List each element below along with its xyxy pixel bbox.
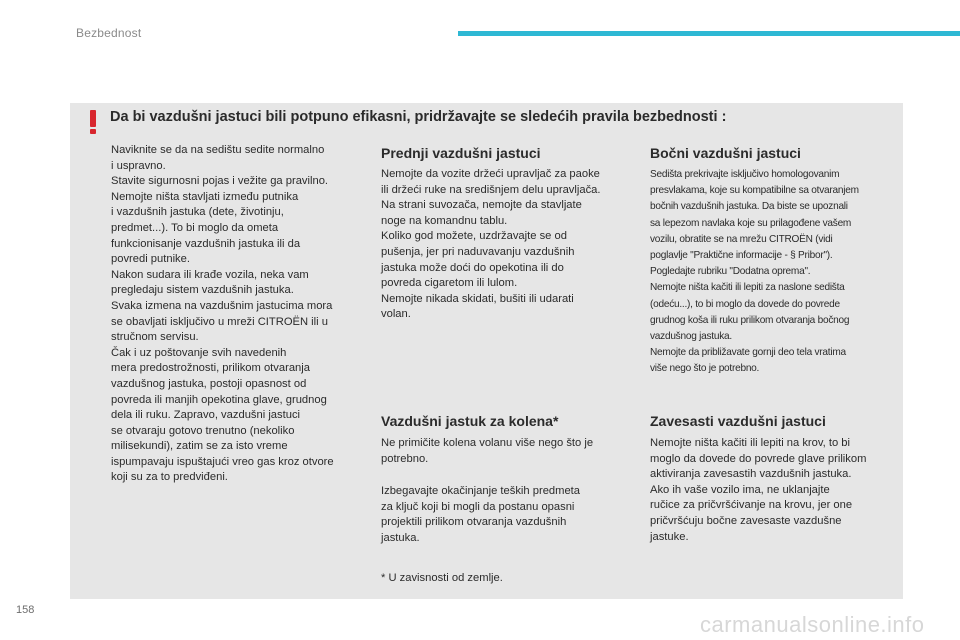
text-line: jastuka može doći do opekotina ili do: [381, 261, 564, 274]
section-label: Bezbednost: [76, 26, 142, 40]
text-line: Nemojte ništa kačiti ili lepiti na krov, to bi: [650, 437, 851, 449]
text-line: Svaka izmena na vazdušnim jastucima mora: [111, 299, 333, 312]
text-line: aktiviranja zavesastih vazdušnih jastuka.: [650, 468, 852, 481]
text-line: Sedišta prekrivajte isključivo homologovanim: [650, 169, 840, 180]
text-line: pričvršćuju bočne zavesaste vazdušne: [650, 514, 842, 527]
text-line: povreda cigaretom ili lulom.: [381, 277, 518, 290]
left-column: [111, 143, 373, 486]
text-line: Nemojte da vozite držeći upravljač za paoke: [381, 168, 600, 180]
text-line: Stavite sigurnosni pojas i vežite ga pravilno.: [111, 175, 329, 188]
text-line: Pogledajte rubriku "Dodatna oprema".: [650, 266, 811, 278]
side-airbags-heading: Bočni vazdušni jastuci: [650, 145, 801, 161]
knee-airbag-text-1: [381, 436, 643, 467]
text-line: pušenja, jer pri naduvavanju vazdušnih: [381, 245, 575, 258]
side-airbags-text: [650, 167, 900, 378]
text-line: bočnih vazdušnih jastuka. Da biste se upoznali: [650, 201, 848, 213]
text-line: koji su za to predviđeni.: [111, 471, 228, 484]
text-line: Izbegavajte okačinjanje teških predmeta: [381, 485, 581, 497]
curtain-airbags-text: [650, 436, 900, 545]
accent-bar: [458, 31, 960, 36]
front-airbags-text: [381, 167, 643, 323]
text-line: Ako ih vaše vozilo ima, ne uklanjajte: [650, 483, 830, 496]
text-line: poglavlje "Praktične informacije - § Pribor").: [650, 250, 833, 262]
curtain-airbags-heading: Zavesasti vazdušni jastuci: [650, 413, 826, 429]
text-line: vazdušnog jastuka, postoji opasnost od: [111, 377, 307, 390]
text-line: Na strani suvozača, nemojte da stavljate: [381, 199, 582, 212]
text-line: Ne primičite kolena volanu više nego što je: [381, 437, 594, 449]
panel-title: Da bi vazdušni jastuci bili potpuno efikasni, pridržavajte se sledećih pravila bezbednosti :: [110, 109, 727, 125]
text-line: i vazdušnih jastuka (dete, životinju,: [111, 206, 284, 219]
text-line: Naviknite se da na sedištu sedite normalno: [111, 144, 325, 156]
text-line: milisekundi), zatim se za isto vreme: [111, 440, 288, 453]
text-line: Nakon sudara ili krađe vozila, neka vam: [111, 268, 309, 281]
text-line: pregledaju sistem vazdušnih jastuka.: [111, 284, 294, 297]
text-line: za ključ koji bi mogli da postanu opasni: [381, 500, 575, 513]
text-line: stručnom servisu.: [111, 331, 199, 344]
text-line: povreda ili manjih opekotina glave, grudnog: [111, 393, 327, 406]
text-line: presvlakama, koje su kompatibilne sa otvaranjem: [650, 185, 859, 197]
text-line: ili držeći ruke na središnjem delu upravljača.: [381, 183, 601, 196]
text-line: Nemojte nikada skidati, bušiti ili udarati: [381, 292, 574, 305]
text-line: moglo da dovede do povrede glave prilikom: [650, 452, 867, 465]
text-line: dela ili ruku. Zapravo, vazdušni jastuci: [111, 409, 301, 422]
text-line: Nemojte ništa stavljati između putnika: [111, 190, 299, 203]
knee-airbag-heading: Vazdušni jastuk za kolena*: [381, 413, 559, 429]
watermark: carmanualsonline.info: [700, 612, 925, 637]
text-line: Nemojte ništa kačiti ili lepiti za naslone sedišta: [650, 282, 845, 294]
text-line: ispumpavaju ispuštajući vreo gas kroz otvore: [111, 455, 334, 468]
text-line: volan.: [381, 308, 411, 321]
text-line: mera predostrožnosti, prilikom otvaranja: [111, 362, 310, 375]
text-line: se obavljati isključivo u mreži CITROËN ili u: [111, 315, 328, 328]
text-line: jastuke.: [650, 530, 689, 543]
text-line: Čak i uz poštovanje svih navedenih: [111, 346, 287, 359]
text-line: Nemojte da približavate gornji deo tela vratima: [650, 347, 846, 359]
text-line: predmet...). To bi moglo da ometa: [111, 221, 279, 234]
front-airbags-heading: Prednji vazdušni jastuci: [381, 145, 541, 161]
text-line: projektili prilikom otvaranja vazdušnih: [381, 516, 567, 529]
text-line: funkcionisanje vazdušnih jastuka ili da: [111, 237, 301, 250]
text-line: se otvaraju gotovo trenutno (nekoliko: [111, 424, 295, 437]
text-line: vozilu, obratite se na mrežu CITROËN (vidi: [650, 233, 833, 245]
text-line: (odeću...), to bi moglo da dovede do povrede: [650, 298, 840, 310]
footnote: * U zavisnosti od zemlje.: [381, 572, 503, 584]
exclamation-icon: [88, 110, 98, 134]
knee-airbag-text-2: [381, 484, 643, 546]
text-line: vazdušnog jastuka.: [650, 331, 732, 343]
text-line: potrebno.: [381, 452, 429, 465]
text-line: noge na komandnu tablu.: [381, 214, 508, 227]
text-line: i uspravno.: [111, 159, 166, 172]
text-line: grudnog koša ili ruku prilikom otvaranja bočnog: [650, 314, 850, 326]
text-line: ručice za pričvršćivanje na krovu, jer one: [650, 499, 853, 512]
text-line: Koliko god možete, uzdržavajte se od: [381, 230, 567, 243]
text-line: sa lepezom navlaka koje su prilagođene vašem: [650, 217, 852, 229]
text-line: više nego što je potrebno.: [650, 363, 760, 375]
text-line: jastuka.: [381, 531, 420, 544]
text-line: povredi putnike.: [111, 253, 190, 266]
page-number: 158: [16, 604, 35, 616]
